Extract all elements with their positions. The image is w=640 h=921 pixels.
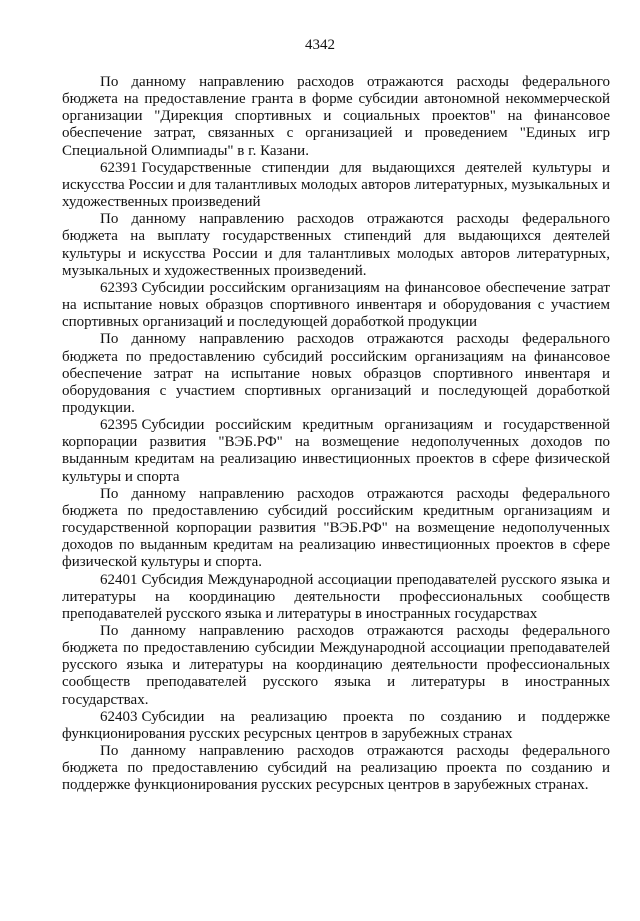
paragraph-heading: 62391 Государственные стипендии для выдающихся деятелей культуры и искусства России и для талантливых молодых авторов литературных, музыкальных и художественных произведений — [62, 159, 610, 211]
paragraph-heading: 62401 Субсидия Международной ассоциации преподавателей русского языка и литературы на координацию деятельности профессиональных сообществ преподавателей русского языка и литературы в иностранных государствах — [62, 571, 610, 622]
expense-code: 62403 — [100, 708, 138, 725]
paragraph-text: По данному направлению расходов отражаются расходы федерального бюджета по предоставлению субсидий российским кредитным организациям и государственной корпорации развития "ВЭБ.РФ" на возмещение недополученных доходов по выданным кредитам на реализацию инвестиционных проектов в сфере физической культуры и спорта. — [62, 485, 610, 571]
paragraph-heading: 62403 Субсидии на реализацию проекта по созданию и поддержке функционирования русских ресурсных центров в зарубежных странах — [62, 708, 610, 742]
paragraph-heading: 62393 Субсидии российским организациям на финансовое обеспечение затрат на испытание новых образцов спортивного инвентаря и оборудования с участием спортивных организаций и последующей доработкой продукции — [62, 279, 610, 331]
paragraph-text: По данному направлению расходов отражаются расходы федерального бюджета на предоставление гранта в форме субсидии автономной некоммерческой организации "Дирекция спортивных и социальных проектов" на финансовое обеспечение затрат, связанных с организацией и проведением "Единых игр Специальной Олимпиады" в г. Казани. — [62, 74, 610, 159]
document-body — [62, 74, 610, 795]
expense-code: 62395 — [100, 417, 138, 434]
paragraph-text: По данному направлению расходов отражаются расходы федерального бюджета на выплату государственных стипендий для выдающихся деятелей культуры и искусства России и для талантливых молодых авторов литературных, музыкальных и художественных произведений. — [62, 211, 610, 279]
expense-code: 62393 — [100, 279, 138, 296]
paragraph-heading: 62395 Субсидии российским кредитным организациям и государственной корпорации развития "ВЭБ.РФ" на возмещение недополученных доходов по выданным кредитам на реализацию инвестиционных проектов в сфере физической культуры и спорта — [62, 417, 610, 485]
expense-code: 62401 — [100, 571, 138, 588]
paragraph-text: По данному направлению расходов отражаются расходы федерального бюджета по предоставлению субсидий российским организациям на финансовое обеспечение затрат на испытание новых образцов спортивного инвентаря и оборудования с участием спортивных организаций и последующей доработкой продукции. — [62, 331, 610, 416]
page-number: 4342 — [305, 37, 335, 53]
expense-code: 62391 — [100, 159, 138, 176]
paragraph-text: По данному направлению расходов отражаются расходы федерального бюджета по предоставлению субсидий на реализацию проекта по созданию и поддержке функционирования русских ресурсных центров в зарубежных странах. — [62, 743, 610, 794]
paragraph-text: По данному направлению расходов отражаются расходы федерального бюджета по предоставлению субсидии Международной ассоциации преподавателей русского языка и литературы на координацию деятельности профессиональных сообществ преподавателей русского языка и литературы в иностранных государствах. — [62, 623, 610, 708]
